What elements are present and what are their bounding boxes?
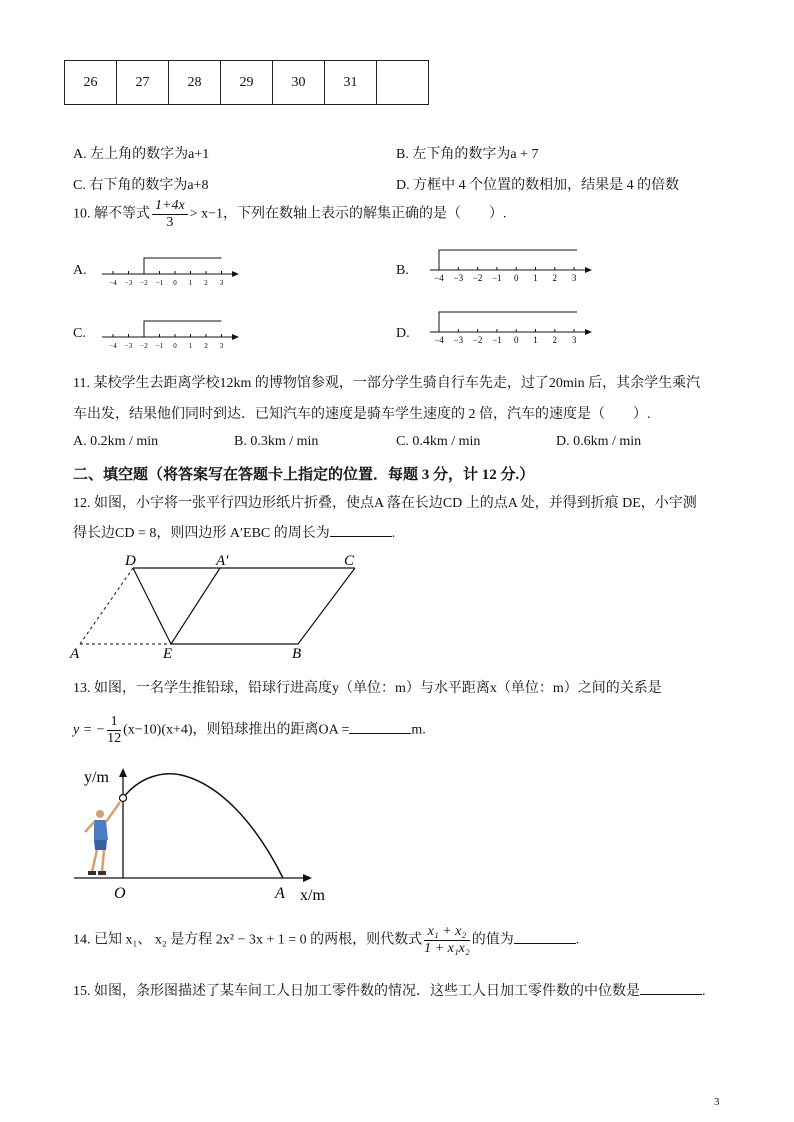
- calendar-cell: 28: [169, 61, 221, 105]
- tick-label: −3: [453, 335, 464, 345]
- tick-label: 0: [513, 273, 519, 283]
- point-a-label: A: [70, 646, 80, 662]
- solution-bracket: [144, 321, 222, 337]
- q13-denominator: 12: [107, 731, 122, 746]
- answer-blank: [330, 524, 392, 537]
- calendar-cell: 27: [117, 61, 169, 105]
- point-a-label: A: [275, 885, 285, 902]
- calendar-table: [64, 60, 429, 105]
- q11-option-d: D. 0.6km / min: [556, 434, 642, 449]
- tick-label: 2: [552, 273, 558, 283]
- q14-question: [73, 924, 579, 957]
- tick-label: −1: [492, 335, 502, 345]
- q13-eq-rest: (x−10)(x+4)，则铅球推出的距离OA =: [123, 722, 350, 738]
- q10-label-b: B.: [396, 263, 409, 278]
- calendar-cell: 26: [65, 61, 117, 105]
- point-c-label: C: [344, 553, 355, 569]
- q14-rest: 的值为: [471, 932, 514, 948]
- q15-end: .: [702, 984, 706, 999]
- number-line-a: [100, 250, 240, 290]
- q9-option-c: C. 右下角的数字为a+8: [73, 178, 209, 193]
- origin-label: O: [114, 885, 126, 902]
- calendar-cell: 30: [273, 61, 325, 105]
- q10-question: [73, 198, 506, 231]
- q14-numerator: x₁ + x₂: [424, 924, 470, 941]
- q9-option-b: B. 左下角的数字为a + 7: [396, 147, 539, 162]
- tick-label: −1: [155, 342, 164, 350]
- axis-arrow: [232, 271, 239, 277]
- tick-label: −2: [472, 273, 483, 283]
- student-figure: [85, 802, 120, 875]
- calendar-cell: [377, 61, 429, 105]
- tick-label: −2: [472, 335, 483, 345]
- q12-line1: 12. 如图，小宇将一张平行四边形纸片折叠，使点A 落在长边CD 上的点A 处，并得到折痕 DE，小宇测: [73, 496, 697, 511]
- q13-eq-prefix: y = −: [73, 722, 106, 738]
- calendar-cell: 29: [221, 61, 273, 105]
- q15-question: [73, 980, 706, 1000]
- tick-label: 3: [571, 335, 577, 345]
- q10-fraction: [152, 198, 188, 231]
- q14-fraction: [424, 924, 470, 957]
- q13-numerator: 1: [107, 714, 121, 731]
- axis-arrow: [232, 334, 239, 340]
- section-2-heading: 二、填空题（将答案写在答题卡上指定的位置．每题 3 分，计 12 分.）: [73, 467, 535, 483]
- q9-option-a: A. 左上角的数字为a+1: [73, 147, 210, 162]
- tick-label: −1: [155, 279, 164, 287]
- q15-text: 15. 如图，条形图描述了某车间工人日加工零件数的情况．这些工人日加工零件数的中位数是: [73, 984, 640, 999]
- q13-shot-put-figure: [70, 762, 340, 907]
- axis-arrow: [585, 329, 592, 335]
- q11-line2: 车出发，结果他们同时到达．已知汽车的速度是骑车学生速度的 2 倍，汽车的速度是（ ）.: [73, 407, 651, 422]
- tick-label: −3: [453, 273, 464, 283]
- tick-label: 1: [188, 279, 193, 287]
- shot-put-ball: [120, 795, 127, 802]
- tick-label: 3: [219, 279, 224, 287]
- number-line-c: [100, 313, 240, 353]
- tick-label: −4: [434, 335, 444, 345]
- tick-label: 0: [513, 335, 519, 345]
- q10-rest: > x−1，下列在数轴上表示的解集正确的是（ ）.: [189, 206, 507, 222]
- tick-label: −1: [492, 273, 502, 283]
- tick-label: −4: [109, 279, 117, 287]
- calendar-cell: 31: [325, 61, 377, 105]
- tick-label: 3: [571, 273, 577, 283]
- tick-label: 1: [533, 335, 538, 345]
- answer-blank: [640, 982, 702, 995]
- q10-denominator: 3: [166, 215, 174, 230]
- tick-label: −3: [124, 342, 133, 350]
- q13-line1: 13. 如图，一名学生推铅球，铅球行进高度y（单位：m）与水平距离x（单位：m）之间的关系是: [73, 681, 662, 696]
- x-axis-label: x/m: [300, 887, 325, 904]
- tick-label: −4: [434, 273, 444, 283]
- tick-label: 2: [204, 279, 208, 287]
- tick-label: 2: [552, 335, 558, 345]
- q14-denominator: 1 + x₁x₂: [424, 941, 470, 956]
- solution-bracket: [144, 258, 222, 274]
- tick-label: 1: [188, 342, 193, 350]
- solution-bracket: [439, 312, 577, 332]
- axis-arrow: [585, 267, 592, 273]
- tick-label: −2: [140, 279, 148, 287]
- q12-line2-end: .: [391, 526, 396, 541]
- trajectory-curve: [123, 774, 283, 878]
- q14-end: .: [575, 932, 580, 948]
- answer-blank: [514, 931, 576, 944]
- tick-label: 0: [173, 279, 177, 287]
- solution-bracket: [439, 250, 577, 270]
- q13-equation: [73, 714, 426, 747]
- q11-option-a: A. 0.2km / min: [73, 434, 159, 449]
- q10-label-a: A.: [73, 263, 87, 278]
- tick-label: −4: [109, 342, 117, 350]
- q9-option-d: D. 方框中 4 个位置的数相加，结果是 4 的倍数: [396, 178, 680, 193]
- q12-line2: [73, 522, 395, 542]
- tick-label: 0: [173, 342, 177, 350]
- q11-option-c: C. 0.4km / min: [396, 434, 481, 449]
- q10-label-d: D.: [396, 326, 410, 341]
- q12-parallelogram-figure: [66, 550, 376, 662]
- q12-line2-text: 得长边CD = 8，则四边形 A′EBC 的周长为: [73, 526, 330, 541]
- point-e-label: E: [163, 646, 173, 662]
- q10-label-c: C.: [73, 326, 86, 341]
- point-b-label: B: [292, 646, 302, 662]
- number-line-b: [428, 246, 593, 292]
- tick-label: 3: [219, 342, 224, 350]
- tick-label: −2: [140, 342, 148, 350]
- number-line-d: [428, 308, 593, 354]
- tick-label: 2: [204, 342, 208, 350]
- q11-option-b: B. 0.3km / min: [234, 434, 319, 449]
- q14-prefix: 14. 已知 x₁、 x₂ 是方程 2x² − 3x + 1 = 0 的两根，则代数式: [73, 932, 423, 948]
- page-number: 3: [714, 1096, 720, 1108]
- point-a-prime-label: A′: [216, 553, 229, 569]
- y-axis-label: y/m: [84, 769, 109, 786]
- point-d-label: D: [125, 553, 136, 569]
- q10-prefix: 10. 解不等式: [73, 206, 150, 222]
- tick-label: 1: [533, 273, 538, 283]
- q13-fraction: [107, 714, 121, 747]
- tick-label: −3: [124, 279, 133, 287]
- q10-numerator: 1+4x: [152, 198, 188, 215]
- q13-eq-end: m.: [411, 722, 426, 738]
- answer-blank: [349, 721, 411, 734]
- q11-line1: 11. 某校学生去距离学校12km 的博物馆参观，一部分学生骑自行车先走，过了20min 后，其余学生乘汽: [73, 376, 701, 391]
